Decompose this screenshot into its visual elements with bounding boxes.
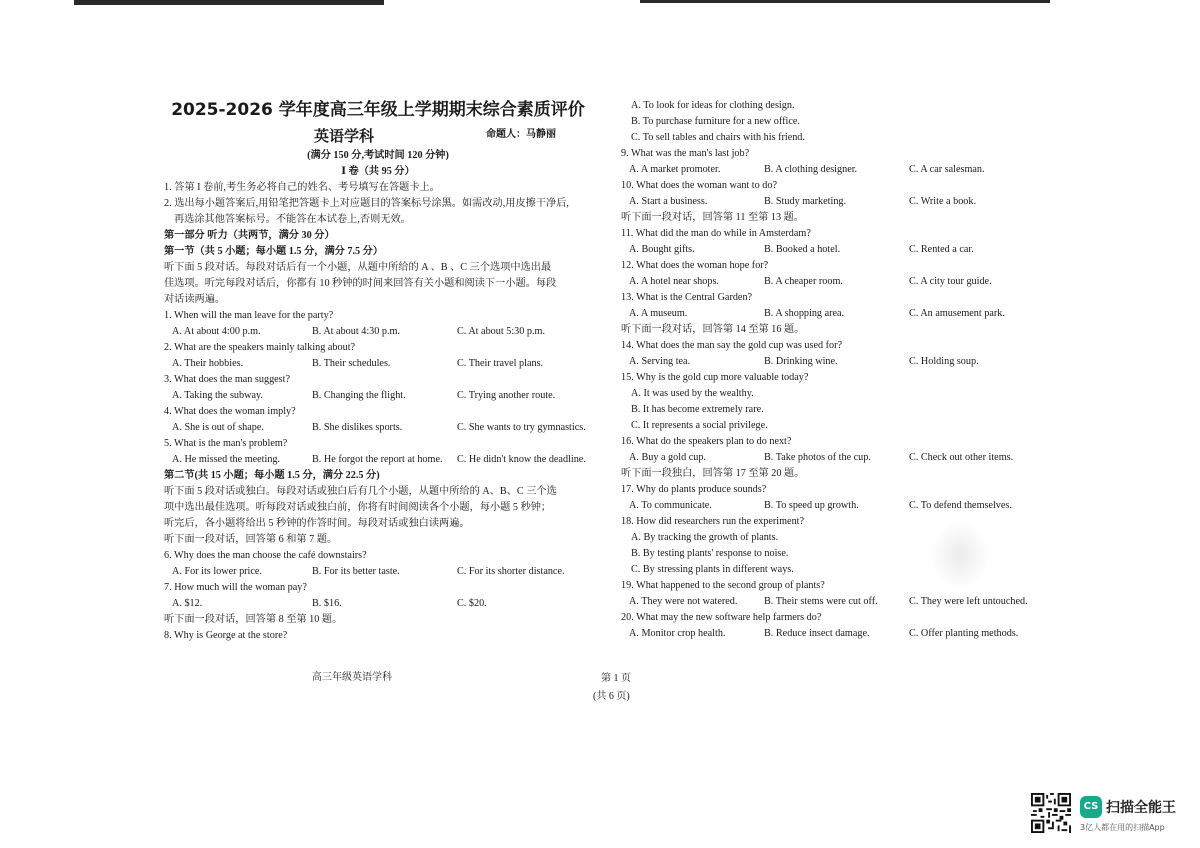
- option-b: B. Their stems were cut off.: [764, 596, 878, 607]
- question-6-options: [164, 564, 592, 580]
- question-16-stem: 16. What do the speakers plan to do next?: [621, 436, 792, 447]
- exam-meta: (满分 150 分,考试时间 120 分钟): [307, 150, 449, 161]
- option-b: B. Their schedules.: [312, 358, 391, 369]
- option-a: A. A museum.: [629, 308, 688, 319]
- option-c: C. Their travel plans.: [457, 358, 544, 369]
- question-17-stem: 17. Why do plants produce sounds?: [621, 484, 767, 495]
- option-a: A. Taking the subway.: [172, 390, 263, 401]
- question-7-stem: 7. How much will the woman pay?: [164, 582, 307, 593]
- footer-page-number: 第 1 页: [601, 673, 631, 684]
- question-7-options: [164, 596, 592, 612]
- question-20-stem: 20. What may the new software help farmers do?: [621, 612, 822, 623]
- qr-code-icon: [1030, 793, 1072, 833]
- option-b: B. Reduce insect damage.: [764, 628, 870, 639]
- option-c: C. They were left untouched.: [909, 596, 1028, 607]
- question-1-options: [164, 324, 592, 340]
- section2-heading: 第二节(共 15 小题；每小题 1.5 分，满分 22.5 分): [164, 470, 380, 481]
- scan-smudge: [930, 520, 990, 590]
- scan-edge-left: [74, 0, 384, 5]
- question-4-stem: 4. What does the woman imply?: [164, 406, 296, 417]
- instruction-2: 2. 选出每小题答案后,用铅笔把答题卡上对应题目的答案标号涂黑。如需改动,用皮擦干净后,: [164, 198, 569, 209]
- option-b: B. $16.: [312, 598, 342, 609]
- option-a: A. At about 4:00 p.m.: [172, 326, 261, 337]
- question-18-option-c: C. By stressing plants in different ways.: [631, 564, 794, 575]
- question-16-options: [621, 450, 1041, 466]
- question-10-options: [621, 194, 1041, 210]
- question-3-options: [164, 388, 592, 404]
- scan-edge-right: [640, 0, 1050, 3]
- option-c: C. For its shorter distance.: [457, 566, 565, 577]
- option-a: A. Their hobbies.: [172, 358, 244, 369]
- directive-q6-7: 听下面一段对话，回答第 6 和第 7 题。: [164, 534, 338, 545]
- camscanner-tagline: 3亿人都在用的扫描App: [1080, 823, 1165, 832]
- directive-q14-16: 听下面一段对话，回答第 14 至第 16 题。: [621, 324, 805, 335]
- option-a: A. He missed the meeting.: [172, 454, 281, 465]
- footer-left: 高三年级英语学科: [312, 672, 392, 683]
- option-b: B. Booked a hotel.: [764, 244, 841, 255]
- subject-title: 英语学科: [314, 127, 375, 145]
- question-14-options: [621, 354, 1041, 370]
- section2-intro-3: 听完后，各小题将给出 5 秒钟的作答时间。每段对话或独白读两遍。: [164, 518, 470, 529]
- question-15-option-c: C. It represents a social privilege.: [631, 420, 768, 431]
- option-a: A. $12.: [172, 598, 203, 609]
- question-14-stem: 14. What does the man say the gold cup was used for?: [621, 340, 843, 351]
- camscanner-name: 扫描全能王: [1106, 800, 1176, 816]
- question-13-stem: 13. What is the Central Garden?: [621, 292, 753, 303]
- option-c: C. A car salesman.: [909, 164, 985, 175]
- part1-heading: 第一部分 听力（共两节，满分 30 分）: [164, 230, 335, 241]
- option-c: C. $20.: [457, 598, 487, 609]
- option-a: A. For its lower price.: [172, 566, 262, 577]
- option-b: B. At about 4:30 p.m.: [312, 326, 401, 337]
- question-10-stem: 10. What does the woman want to do?: [621, 180, 777, 191]
- option-a: A. She is out of shape.: [172, 422, 264, 433]
- directive-q8-10: 听下面一段对话，回答第 8 至第 10 题。: [164, 614, 343, 625]
- question-2-stem: 2. What are the speakers mainly talking about?: [164, 342, 356, 353]
- option-b: B. A clothing designer.: [764, 164, 858, 175]
- question-3-stem: 3. What does the man suggest?: [164, 374, 290, 385]
- author-label: 命题人：马静丽: [486, 129, 556, 140]
- footer-total-pages: (共 6 页): [593, 691, 630, 702]
- option-b: B. He forgot the report at home.: [312, 454, 443, 465]
- question-20-options: [621, 626, 1041, 642]
- question-15-stem: 15. Why is the gold cup more valuable today?: [621, 372, 809, 383]
- question-4-options: [164, 420, 592, 436]
- option-b: B. Changing the flight.: [312, 390, 406, 401]
- option-a: A. They were not watered.: [629, 596, 738, 607]
- option-c: C. An amusement park.: [909, 308, 1005, 319]
- option-a: A. A market promoter.: [629, 164, 721, 175]
- instruction-1: 1. 答第 I 卷前,考生务必将自己的姓名、考号填写在答题卡上。: [164, 182, 440, 193]
- option-c: C. She wants to try gymnastics.: [457, 422, 586, 433]
- option-c: C. He didn't know the deadline.: [457, 454, 586, 465]
- question-9-stem: 9. What was the man's last job?: [621, 148, 750, 159]
- option-a: A. Start a business.: [629, 196, 708, 207]
- option-b: B. Take photos of the cup.: [764, 452, 871, 463]
- option-a: A. Serving tea.: [629, 356, 691, 367]
- option-c: C. A city tour guide.: [909, 276, 992, 287]
- option-b: B. For its better taste.: [312, 566, 400, 577]
- left-column: [164, 98, 592, 644]
- option-c: C. Write a book.: [909, 196, 977, 207]
- question-5-options: [164, 452, 592, 468]
- option-b: B. Drinking wine.: [764, 356, 838, 367]
- question-19-stem: 19. What happened to the second group of plants?: [621, 580, 825, 591]
- option-b: B. Study marketing.: [764, 196, 847, 207]
- option-c: C. To defend themselves.: [909, 500, 1012, 511]
- option-a: A. Monitor crop health.: [629, 628, 726, 639]
- option-c: C. Check out other items.: [909, 452, 1014, 463]
- directive-q17-20: 听下面一段独白，回答第 17 至第 20 题。: [621, 468, 805, 479]
- question-12-stem: 12. What does the woman hope for?: [621, 260, 769, 271]
- question-12-options: [621, 274, 1041, 290]
- section2-intro-2: 项中选出最佳选项。听每段对话或独白前，你将有时间阅读各个小题，每小题 5 秒钟；: [164, 502, 552, 513]
- question-6-stem: 6. Why does the man choose the café downstairs?: [164, 550, 367, 561]
- question-5-stem: 5. What is the man's problem?: [164, 438, 288, 449]
- section1-heading: 第一节（共 5 小题；每小题 1.5 分，满分 7.5 分）: [164, 246, 384, 257]
- question-8-stem: 8. Why is George at the store?: [164, 630, 288, 641]
- option-a: A. A hotel near shops.: [629, 276, 719, 287]
- option-c: C. Rented a car.: [909, 244, 974, 255]
- option-a: A. To communicate.: [629, 500, 712, 511]
- option-c: C. Trying another route.: [457, 390, 556, 401]
- question-9-options: [621, 162, 1041, 178]
- question-8-option-c: C. To sell tables and chairs with his friend.: [631, 132, 805, 143]
- option-a: A. Buy a gold cup.: [629, 452, 706, 463]
- section1-intro-1: 听下面 5 段对话。每段对话后有一个小题，从题中所给的 A 、B 、C 三个选项中选出最: [164, 262, 552, 273]
- question-11-stem: 11. What did the man do while in Amsterdam?: [621, 228, 811, 239]
- question-19-options: [621, 594, 1041, 610]
- option-a: A. Bought gifts.: [629, 244, 695, 255]
- question-18-option-a: A. By tracking the growth of plants.: [631, 532, 779, 543]
- option-c: C. Holding soup.: [909, 356, 979, 367]
- option-c: C. Offer planting methods.: [909, 628, 1019, 639]
- option-b: B. A shopping area.: [764, 308, 845, 319]
- option-b: B. She dislikes sports.: [312, 422, 403, 433]
- question-11-options: [621, 242, 1041, 258]
- question-13-options: [621, 306, 1041, 322]
- question-18-stem: 18. How did researchers run the experiment?: [621, 516, 805, 527]
- question-15-option-a: A. It was used by the wealthy.: [631, 388, 754, 399]
- option-b: B. A cheaper room.: [764, 276, 843, 287]
- volume-heading: Ⅰ 卷（共 95 分）: [341, 166, 415, 177]
- directive-q11-13: 听下面一段对话，回答第 11 至第 13 题。: [621, 212, 804, 223]
- question-1-stem: 1. When will the man leave for the party?: [164, 310, 334, 321]
- question-17-options: [621, 498, 1041, 514]
- exam-title: 2025-2026 学年度高三年级上学期期末综合素质评价: [171, 100, 585, 120]
- subject-row: [164, 124, 592, 148]
- option-c: C. At about 5:30 p.m.: [457, 326, 546, 337]
- question-18-option-b: B. By testing plants' response to noise.: [631, 548, 789, 559]
- section1-intro-2: 佳选项。听完每段对话后，你都有 10 秒钟的时间来回答有关小题和阅读下一小题。每段: [164, 278, 557, 289]
- question-2-options: [164, 356, 592, 372]
- question-8-option-b: B. To purchase furniture for a new office.: [631, 116, 800, 127]
- section2-intro-1: 听下面 5 段对话或独白。每段对话或独白后有几个小题，从题中所给的 A、B、C 三个选: [164, 486, 557, 497]
- section1-intro-3: 对话读两遍。: [164, 294, 226, 305]
- option-b: B. To speed up growth.: [764, 500, 859, 511]
- question-8-option-a: A. To look for ideas for clothing design.: [631, 100, 795, 111]
- question-15-option-b: B. It has become extremely rare.: [631, 404, 764, 415]
- instruction-2-cont: 再选涂其他答案标号。不能答在本试卷上,否则无效。: [174, 214, 411, 225]
- camscanner-logo: CS: [1080, 796, 1102, 818]
